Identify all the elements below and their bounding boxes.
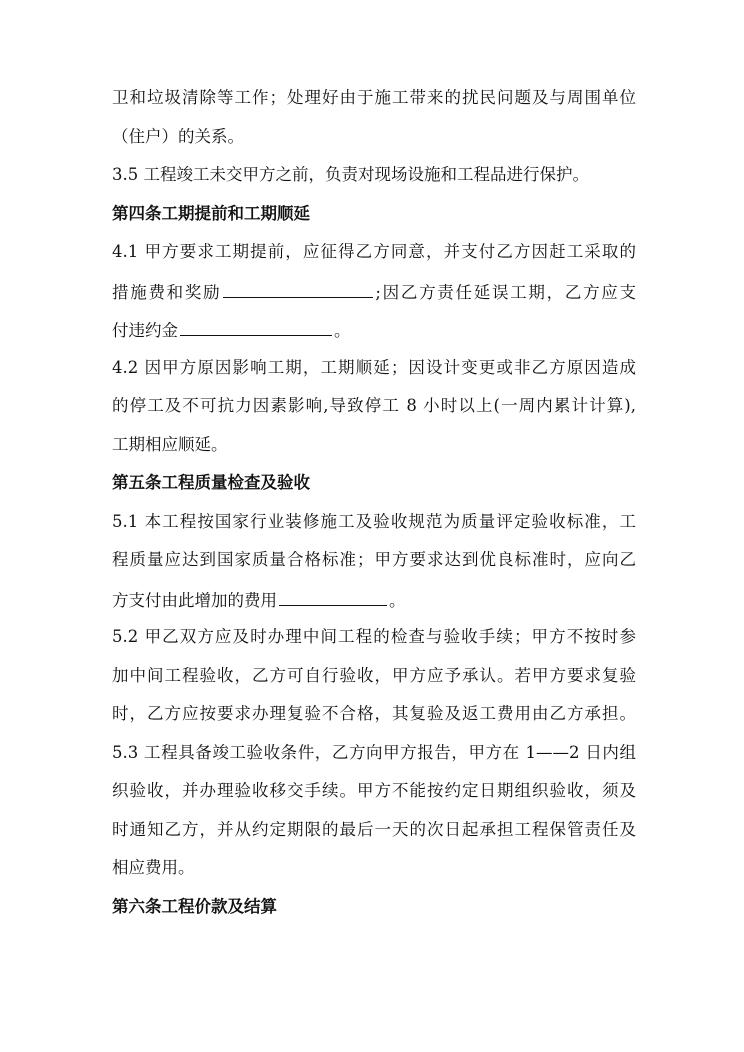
paragraph-line: 程质量应达到国家质量合格标准；甲方要求达到优良标准时，应向乙 (112, 550, 636, 569)
text-run: 措施费和奖励 (112, 282, 222, 302)
section-heading-5: 第五条工程质量检查及验收 (112, 473, 310, 492)
paragraph-line: 3.5 工程竣工未交甲方之前，负责对现场设施和工程品进行保护。 (112, 165, 589, 184)
paragraph-line: 织验收，并办理验收移交手续。甲方不能按约定日期组织验收，须及 (112, 781, 636, 800)
paragraph-line: 相应费用。 (112, 858, 195, 877)
text-run: 。 (389, 590, 406, 610)
text-run: 。 (334, 321, 351, 340)
text-run: 方支付由此增加的费用 (112, 590, 277, 610)
paragraph-line: 4.1 甲方要求工期提前，应征得乙方同意，并支付乙方因赶工采取的 (112, 242, 636, 261)
paragraph-line: 4.2 因甲方原因影响工期，工期顺延；因设计变更或非乙方原因造成 (112, 357, 636, 377)
section-heading-6: 第六条工程价款及结算 (112, 896, 277, 916)
paragraph-line (112, 281, 636, 300)
paragraph-line: 5.1 本工程按国家行业装修施工及验收规范为质量评定验收标准，工 (112, 511, 636, 531)
paragraph-line: 加中间工程验收，乙方可自行验收，甲方应予承认。若甲方要求复验 (112, 665, 636, 685)
text-run: 付违约金 (112, 321, 178, 340)
paragraph-line (112, 319, 636, 338)
paragraph-line: 5.2 甲乙双方应及时办理中间工程的检查与验收手续；甲方不按时参 (112, 627, 636, 646)
paragraph-line: 卫和垃圾清除等工作；处理好由于施工带来的扰民问题及与周围单位 (112, 88, 636, 107)
fill-in-blank[interactable] (279, 589, 387, 606)
paragraph-line: （住户）的关系。 (112, 126, 244, 146)
fill-in-blank[interactable] (223, 281, 373, 298)
text-run: ;因乙方责任延误工期，乙方应支 (375, 282, 637, 302)
paragraph-line: 时通知乙方，并从约定期限的最后一天的次日起承担工程保管责任及 (112, 819, 636, 839)
fill-in-blank[interactable] (180, 319, 332, 336)
paragraph-line (112, 589, 636, 608)
paragraph-line: 的停工及不可抗力因素影响,导致停工 8 小时以上(一周内累计计算), (112, 396, 636, 415)
section-heading-4: 第四条工期提前和工期顺延 (112, 203, 310, 223)
paragraph-line: 时，乙方应按要求办理复验不合格，其复验及返工费用由乙方承担。 (112, 704, 636, 723)
paragraph-line: 工期相应顺延。 (112, 434, 228, 454)
paragraph-line: 5.3 工程具备竣工验收条件，乙方向甲方报告，甲方在 1——2 日内组 (112, 742, 636, 762)
